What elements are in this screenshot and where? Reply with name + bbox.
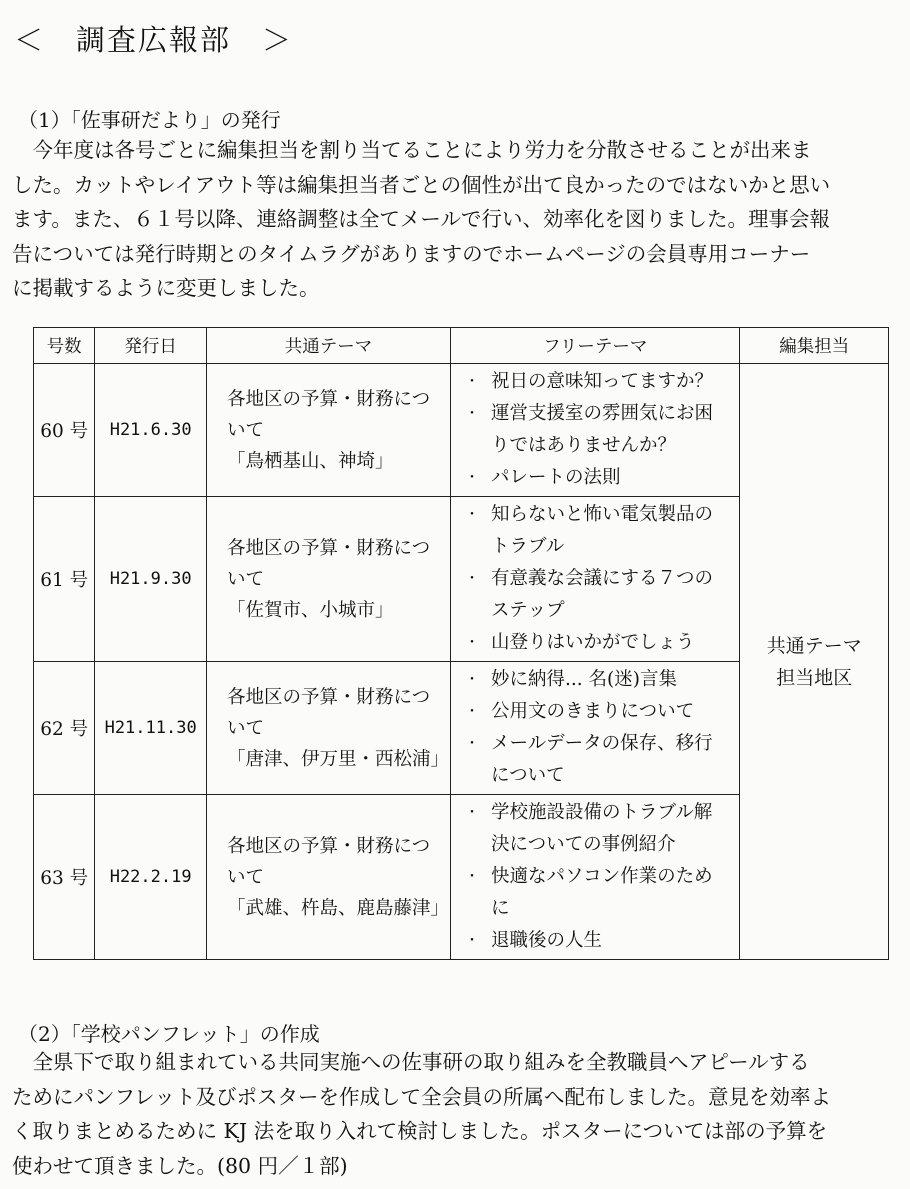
common-theme bbox=[206, 662, 450, 795]
part2-line: 使わせて頂きました。(80 円／１部) bbox=[12, 1153, 348, 1178]
theme-line: 「佐賀市、小城市」 bbox=[226, 599, 394, 621]
part1-line: に掲載するように変更しました。 bbox=[12, 276, 320, 300]
header-editor: 編集担当 bbox=[740, 328, 889, 364]
bullet-icon: ・ bbox=[465, 933, 479, 949]
list-item bbox=[465, 797, 739, 861]
free-theme bbox=[451, 662, 740, 795]
free-item-continuation: トラブル bbox=[491, 536, 565, 557]
part2-line: く取りまとめるために KJ 法を取り入れて検討しました。ポスターについては部の予算を bbox=[12, 1119, 828, 1143]
free-theme-list bbox=[465, 366, 739, 494]
bullet-icon: ・ bbox=[465, 704, 479, 720]
list-item bbox=[465, 398, 739, 462]
free-theme bbox=[451, 497, 740, 662]
bullet-icon: ・ bbox=[465, 507, 479, 523]
free-item-continuation: ステップ bbox=[491, 600, 565, 621]
bullet-icon: ・ bbox=[465, 470, 479, 486]
part2-heading: （2）「学校パンフレット」の作成 bbox=[18, 1022, 320, 1046]
issue-number: 62 号 bbox=[34, 662, 95, 795]
theme-line: 「武雄、杵島、鹿島藤津」 bbox=[226, 897, 449, 919]
newsletter-table bbox=[33, 327, 889, 960]
bullet-icon: ・ bbox=[465, 571, 479, 587]
free-theme-list bbox=[465, 499, 739, 659]
theme-line: 「鳥栖基山、神埼」 bbox=[226, 450, 394, 472]
list-item bbox=[465, 696, 739, 728]
common-theme bbox=[206, 795, 450, 960]
list-item bbox=[465, 728, 739, 792]
theme-line: 各地区の予算・財務につ bbox=[226, 835, 431, 857]
part1-line: 告については発行時期とのタイムラグがありますのでホームページの会員専用コーナー bbox=[12, 241, 811, 266]
part2-line: ためにパンフレット及びポスターを作成して全会員の所属へ配布しました。意見を効率よ bbox=[12, 1084, 831, 1109]
bullet-icon: ・ bbox=[465, 406, 479, 422]
free-item-continuation: に bbox=[491, 898, 510, 919]
theme-line: 各地区の予算・財務につ bbox=[226, 537, 431, 559]
header-free-theme: フリーテーマ bbox=[451, 328, 740, 364]
section-title: ＜ 調査広報部 ＞ bbox=[14, 23, 294, 57]
free-item-text: 快適なパソコン作業のため bbox=[491, 866, 713, 887]
table-row bbox=[34, 364, 889, 497]
list-item bbox=[465, 627, 739, 659]
free-item-continuation: について bbox=[491, 765, 565, 786]
common-theme bbox=[206, 364, 450, 497]
list-item bbox=[465, 462, 739, 494]
editor-cell bbox=[740, 364, 889, 960]
part1-heading: （1）「佐事研だより」の発行 bbox=[18, 108, 281, 132]
editor-line: 担当地区 bbox=[776, 666, 853, 689]
editor-line: 共通テーマ bbox=[766, 634, 862, 657]
issue-number: 60 号 bbox=[34, 364, 95, 497]
free-item-text: 山登りはいかがでしょう bbox=[491, 632, 695, 653]
issue-date: H21.6.30 bbox=[95, 364, 207, 497]
list-item bbox=[465, 563, 739, 627]
bullet-icon: ・ bbox=[465, 672, 479, 688]
theme-line: いて bbox=[226, 866, 264, 888]
list-item bbox=[465, 925, 739, 957]
free-item-text: 運営支援室の雰囲気にお困 bbox=[491, 403, 714, 424]
part2-paragraph bbox=[12, 1045, 831, 1183]
issue-number: 63 号 bbox=[34, 795, 95, 960]
theme-line: 各地区の予算・財務につ bbox=[226, 686, 431, 708]
free-theme-list bbox=[465, 797, 739, 957]
common-theme bbox=[206, 497, 450, 662]
free-item-text: 学校施設設備のトラブル解 bbox=[491, 802, 713, 823]
part1-line: ます。また、６１号以降、連絡調整は全てメールで行い、効率化を図りました。理事会報 bbox=[12, 207, 830, 231]
list-item bbox=[465, 499, 739, 563]
theme-line: いて bbox=[226, 568, 264, 590]
part1-paragraph bbox=[12, 133, 830, 306]
free-theme bbox=[451, 364, 740, 497]
bullet-icon: ・ bbox=[465, 805, 479, 821]
free-item-text: パレートの法則 bbox=[491, 467, 621, 488]
theme-line: 各地区の予算・財務につ bbox=[226, 388, 431, 410]
theme-line: 「唐津、伊万里・西松浦」 bbox=[226, 748, 449, 770]
bullet-icon: ・ bbox=[465, 869, 479, 885]
free-theme-list bbox=[465, 664, 739, 792]
theme-line: いて bbox=[226, 419, 264, 441]
free-item-continuation: 決についての事例紹介 bbox=[491, 834, 676, 855]
free-item-text: 妙に納得... 名(迷)言集 bbox=[491, 669, 677, 690]
list-item bbox=[465, 664, 739, 696]
part2-line: 全県下で取り組まれている共同実施への佐事研の取り組みを全教職員へアピールする bbox=[12, 1050, 810, 1074]
free-theme bbox=[451, 795, 740, 960]
issue-date: H21.9.30 bbox=[95, 497, 207, 662]
header-issue-date: 発行日 bbox=[95, 328, 207, 364]
table-header-row bbox=[34, 328, 889, 364]
bullet-icon: ・ bbox=[465, 736, 479, 752]
free-item-continuation: りではありませんか？ bbox=[491, 435, 677, 456]
bullet-icon: ・ bbox=[465, 374, 479, 390]
part1-line: した。カットやレイアウト等は編集担当者ごとの個性が出て良かったのではないかと思い bbox=[12, 172, 831, 197]
free-item-text: 知らないと怖い電気製品の bbox=[491, 504, 714, 525]
issue-number: 61 号 bbox=[34, 497, 95, 662]
free-item-text: メールデータの保存、移行 bbox=[491, 733, 713, 754]
header-common-theme: 共通テーマ bbox=[206, 328, 450, 364]
list-item bbox=[465, 366, 739, 398]
free-item-text: 公用文のきまりについて bbox=[491, 701, 695, 722]
free-item-text: 祝日の意味知ってますか？ bbox=[491, 371, 714, 392]
list-item bbox=[465, 861, 739, 925]
free-item-text: 退職後の人生 bbox=[491, 930, 603, 951]
issue-date: H21.11.30 bbox=[95, 662, 207, 795]
bullet-icon: ・ bbox=[465, 635, 479, 651]
free-item-text: 有意義な会議にする７つの bbox=[491, 568, 714, 589]
part1-line: 今年度は各号ごとに編集担当を割り当てることにより労力を分散させることが出来ま bbox=[12, 138, 812, 162]
issue-date: H22.2.19 bbox=[95, 795, 207, 960]
theme-line: いて bbox=[226, 717, 264, 739]
header-issue-number: 号数 bbox=[34, 328, 95, 364]
